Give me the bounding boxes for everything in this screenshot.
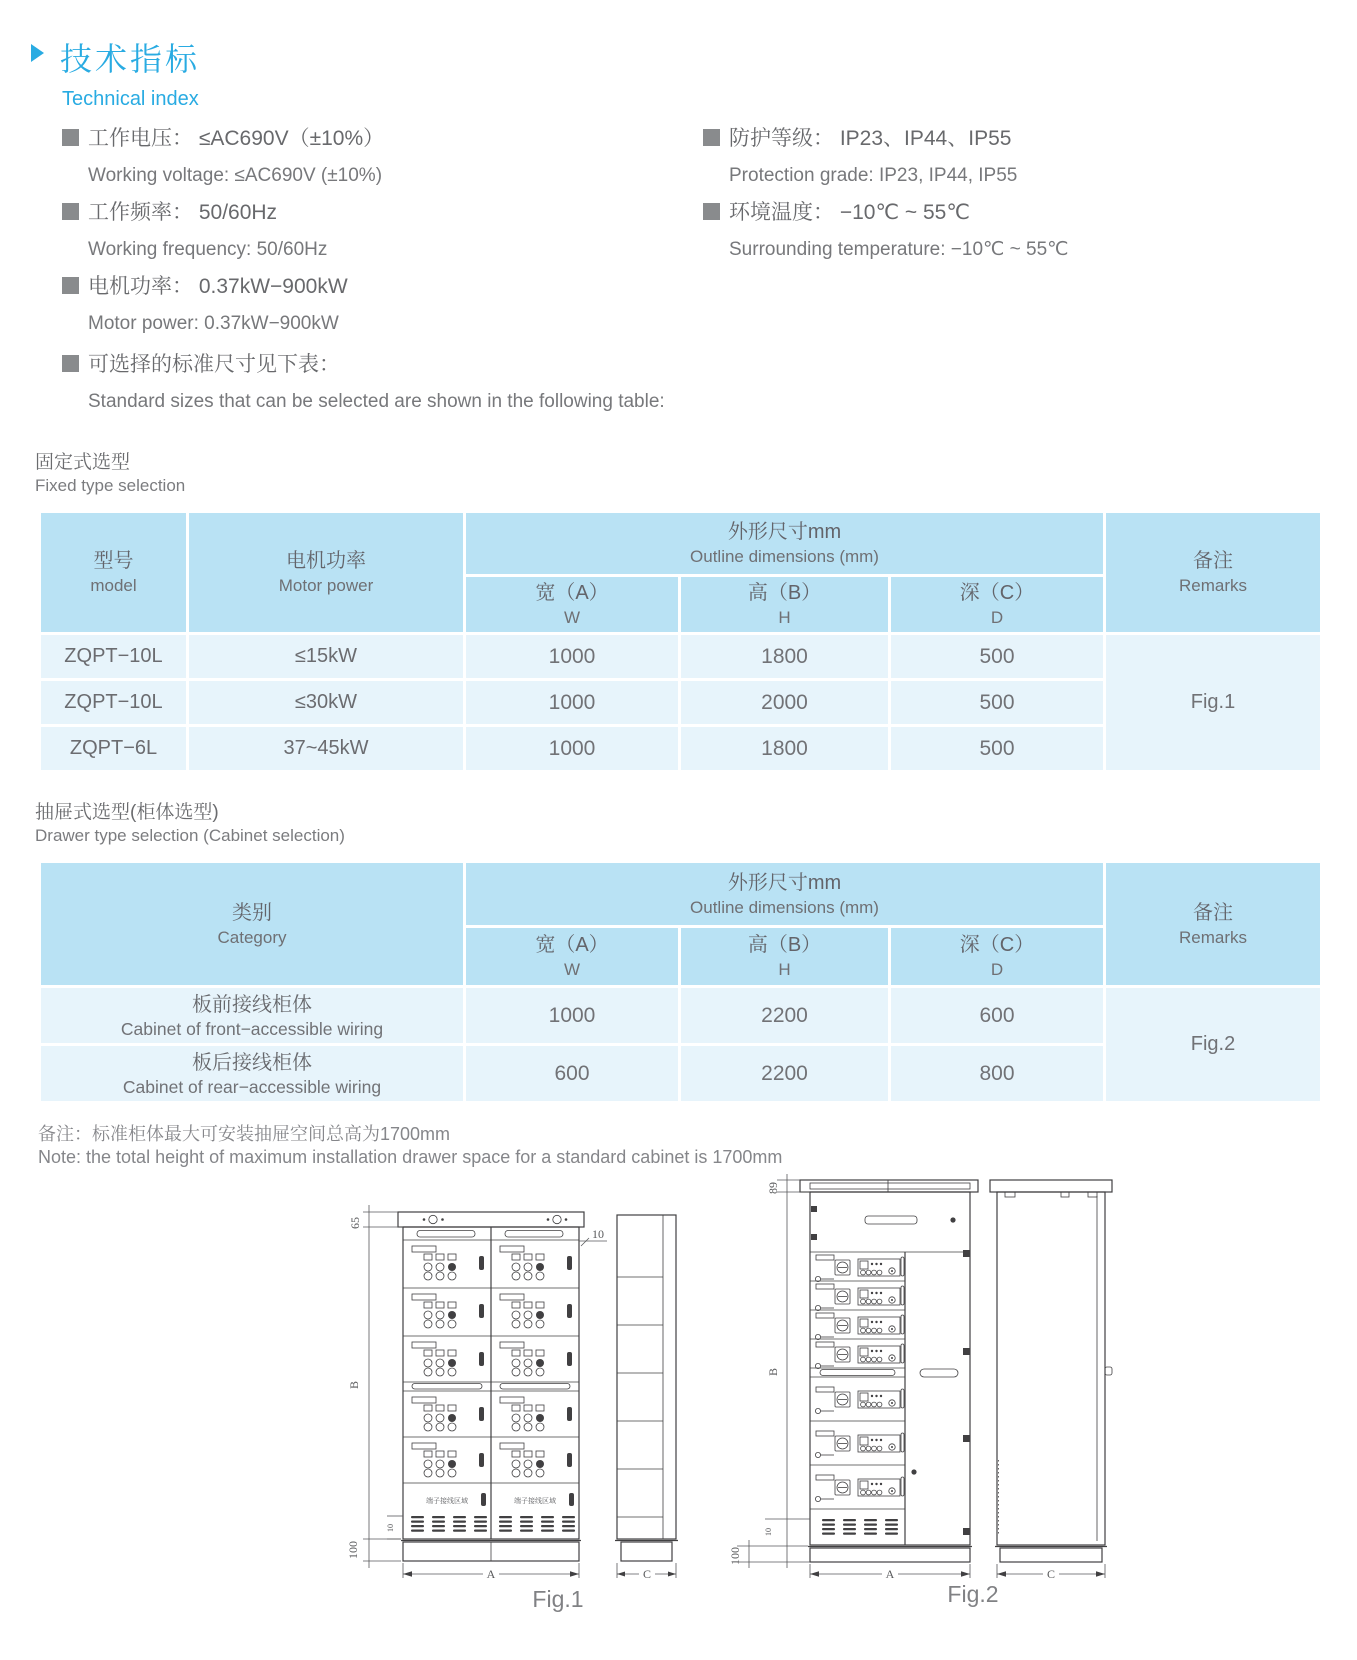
cell-height: 2200: [680, 987, 890, 1045]
header-width-a: 宽（A） W: [465, 927, 680, 987]
cell-power: 37~45kW: [188, 726, 465, 772]
header-height-b: 高（B） H: [680, 576, 890, 634]
fig1-terminal-area-label: 端子接线区域: [514, 1498, 556, 1505]
fig1-dim-C: C: [642, 1567, 652, 1581]
fig2-side-view: [990, 1180, 1112, 1562]
table-header-row: [40, 862, 1322, 927]
cell-height: 2200: [680, 1045, 890, 1103]
cell-depth: 500: [890, 680, 1105, 726]
fig1-dim-A: A: [486, 1567, 496, 1581]
header-height-b: 高（B） H: [680, 927, 890, 987]
bullet-square-icon: [62, 129, 79, 146]
fig2-cabinet-drawing: [725, 1130, 1120, 1615]
spec-en: Standard sizes that can be selected are shown in the following table:: [88, 391, 665, 412]
spec-item-working-voltage: [62, 126, 384, 187]
bullet-square-icon: [703, 203, 720, 220]
header-category: 类别 Category: [40, 862, 465, 987]
cell-power: ≤30kW: [188, 680, 465, 726]
cell-model: ZQPT−10L: [40, 680, 188, 726]
spec-item-motor-power: [62, 274, 348, 335]
fig2-dimensions: [728, 1174, 1105, 1581]
cell-height: 2000: [680, 680, 890, 726]
note-en: Note: the total height of maximum installation drawer space for a standard cabinet is 1700mm: [38, 1147, 783, 1167]
cell-category: 板后接线柜体 Cabinet of rear−accessible wiring: [40, 1045, 465, 1103]
fig1-dim-B: B: [347, 1380, 361, 1390]
header-outline-dimensions: 外形尺寸mm Outline dimensions (mm): [465, 512, 1105, 576]
fig2-dim-C: C: [1046, 1567, 1056, 1581]
table-row: [40, 634, 1322, 680]
fig1-front-view: [398, 1212, 584, 1561]
cell-depth: 500: [890, 726, 1105, 772]
table-header-row: [40, 512, 1322, 576]
cell-width: 1000: [465, 987, 680, 1045]
fig1-dimensions: [346, 1205, 676, 1581]
section-drawer-cn: 抽屉式选型(柜体选型): [35, 802, 219, 823]
fig2-front-view: [800, 1180, 978, 1562]
spec-item-surrounding-temperature: [703, 200, 1069, 261]
spec-item-standard-sizes: [62, 352, 665, 413]
cell-height: 1800: [680, 726, 890, 772]
spec-cn: 工作频率： 50/60Hz: [88, 201, 278, 224]
section-fixed-cn: 固定式选型: [35, 452, 131, 473]
cell-power: ≤15kW: [188, 634, 465, 680]
section-fixed-en: Fixed type selection: [35, 476, 186, 495]
cell-height: 1800: [680, 634, 890, 680]
cell-model: ZQPT−6L: [40, 726, 188, 772]
section-drawer-en: Drawer type selection (Cabinet selection): [35, 826, 345, 845]
cell-width: 1000: [465, 726, 680, 772]
page-title-en: Technical index: [62, 88, 199, 110]
cell-remark-fig1: Fig.1: [1105, 634, 1322, 772]
cell-remark-fig2: Fig.2: [1105, 987, 1322, 1103]
fig1-terminal-area-label: 端子接线区域: [426, 1498, 468, 1505]
cell-category: 板前接线柜体 Cabinet of front−accessible wiring: [40, 987, 465, 1045]
spec-en: Working frequency: 50/60Hz: [88, 239, 328, 260]
fig2-caption: Fig.2: [947, 1581, 999, 1607]
header-width-a: 宽（A） W: [465, 576, 680, 634]
bullet-square-icon: [703, 129, 720, 146]
spec-en: Motor power: 0.37kW−900kW: [88, 313, 339, 334]
spec-cn: 环境温度： −10℃ ~ 55℃: [729, 201, 970, 224]
header-model: 型号 model: [40, 512, 188, 634]
bullet-square-icon: [62, 277, 79, 294]
spec-cn: 防护等级： IP23、IP44、IP55: [729, 127, 1012, 150]
bullet-square-icon: [62, 355, 79, 372]
spec-en: Protection grade: IP23, IP44, IP55: [729, 165, 1018, 186]
fixed-selection-table: [38, 510, 1323, 773]
cell-depth: 600: [890, 987, 1105, 1045]
fig1-dim-65: 65: [348, 1217, 362, 1229]
section-arrow-icon: [31, 44, 44, 62]
spec-item-working-frequency: [62, 200, 327, 261]
fig2-dim-A: A: [885, 1567, 895, 1581]
fig2-dim-100: 100: [728, 1547, 742, 1565]
table-row: [40, 987, 1322, 1045]
drawer-selection-table: [38, 860, 1323, 1104]
page-title: 技术指标: [60, 41, 201, 77]
header-depth-c: 深（C） D: [890, 927, 1105, 987]
spec-en: Surrounding temperature: −10℃ ~ 55℃: [729, 239, 1069, 260]
header-outline-dimensions: 外形尺寸mm Outline dimensions (mm): [465, 862, 1105, 927]
fig1-cabinet-drawing: [345, 1145, 690, 1620]
spec-cn: 电机功率： 0.37kW−900kW: [88, 275, 348, 298]
fig1-side-view: [615, 1215, 678, 1561]
spec-item-protection-grade: [703, 126, 1017, 187]
header-remarks: 备注 Remarks: [1105, 512, 1322, 634]
fig1-dim-10-vent: 10: [386, 1524, 395, 1532]
fig1-dim-10-top: 10: [592, 1227, 604, 1241]
cell-width: 600: [465, 1045, 680, 1103]
spec-cn: 可选择的标准尺寸见下表：: [88, 353, 340, 376]
fig1-caption: Fig.1: [532, 1586, 584, 1612]
cell-model: ZQPT−10L: [40, 634, 188, 680]
bullet-square-icon: [62, 203, 79, 220]
header-motor-power: 电机功率 Motor power: [188, 512, 465, 634]
note-cn: 备注：标准柜体最大可安装抽屉空间总高为1700mm: [38, 1124, 451, 1144]
spec-en: Working voltage: ≤AC690V (±10%): [88, 165, 383, 186]
cell-depth: 500: [890, 634, 1105, 680]
header-depth-c: 深（C） D: [890, 576, 1105, 634]
cell-depth: 800: [890, 1045, 1105, 1103]
fig1-dim-100: 100: [346, 1541, 360, 1559]
spec-cn: 工作电压： ≤AC690V（±10%）: [88, 127, 385, 150]
fig2-dim-B: B: [766, 1367, 780, 1377]
cell-width: 1000: [465, 680, 680, 726]
header-remarks: 备注 Remarks: [1105, 862, 1322, 987]
fig2-dim-10-vent: 10: [764, 1528, 773, 1536]
fig2-dim-89: 89: [766, 1182, 780, 1194]
cell-width: 1000: [465, 634, 680, 680]
